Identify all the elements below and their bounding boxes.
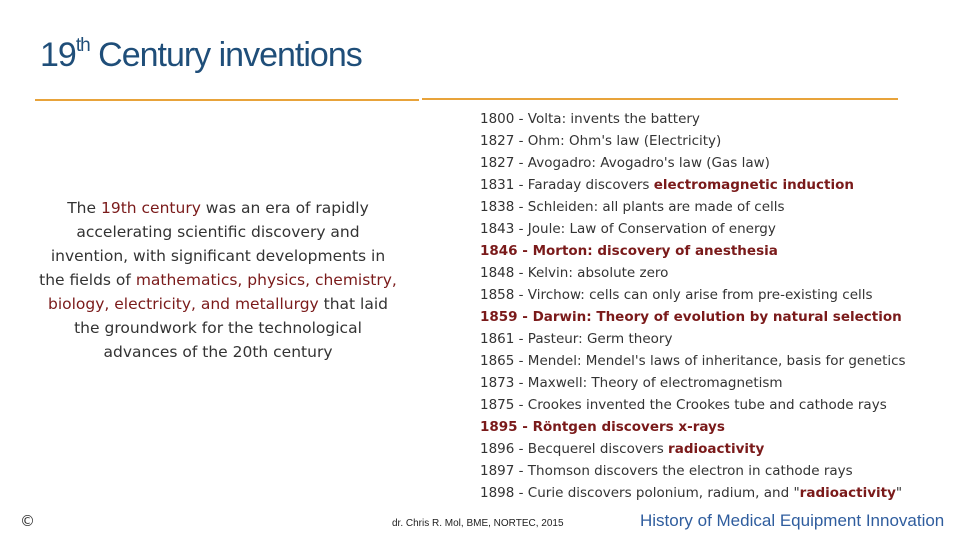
timeline-item [480, 218, 945, 240]
timeline-item-text: 1838 - Schleiden: all plants are made of cells [480, 199, 785, 215]
timeline-item-text: 1859 - Darwin: Theory of evolution by natural selection [480, 309, 902, 325]
timeline-item [480, 482, 945, 504]
timeline-item [480, 460, 945, 482]
timeline-item-text: 1861 - Pasteur: Germ theory [480, 331, 673, 347]
timeline-item-highlight: radioactivity [799, 485, 896, 501]
copyright-symbol: © [20, 512, 35, 530]
timeline-item [480, 196, 945, 218]
title-divider-left [35, 99, 419, 101]
timeline-item [480, 306, 945, 328]
timeline-item-text: 1875 - Crookes invented the Crookes tube and cathode rays [480, 397, 887, 413]
timeline-item [480, 152, 945, 174]
timeline-item [480, 262, 945, 284]
timeline-item-text: 1895 - Röntgen discovers x-rays [480, 419, 725, 435]
slide-title [40, 36, 362, 75]
timeline-item-highlight: electromagnetic induction [653, 177, 854, 193]
timeline-item [480, 328, 945, 350]
timeline-item [480, 108, 945, 130]
intro-text-1: The [67, 199, 101, 217]
intro-text-2: was an era of rapidly accelerating scientific discovery and invention, with significant developments in the fields of [39, 199, 386, 289]
timeline-item-text: 1896 - Becquerel discovers [480, 441, 669, 457]
timeline-item [480, 130, 945, 152]
timeline-item [480, 394, 945, 416]
intro-highlight-century: 19th century [100, 199, 201, 217]
timeline-item [480, 240, 945, 262]
title-superscript: th [75, 34, 90, 56]
timeline-item [480, 174, 945, 196]
timeline-item-highlight: radioactivity [668, 441, 765, 457]
intro-highlight-fields: mathematics, physics, chemistry, biology, electricity, and metallurgy [47, 271, 397, 313]
timeline-item-text: 1898 - Curie discovers polonium, radium, and " [480, 485, 800, 501]
timeline-item-suffix: " [895, 485, 903, 501]
title-number: 19 [40, 36, 76, 74]
timeline-item-text: 1827 - Ohm: Ohm's law (Electricity) [480, 133, 722, 149]
timeline-item-text: 1800 - Volta: invents the battery [480, 111, 700, 127]
timeline-item-text: 1827 - Avogadro: Avogadro's law (Gas law) [480, 155, 770, 171]
timeline-item-text: 1831 - Faraday discovers [480, 177, 654, 193]
timeline-item [480, 372, 945, 394]
timeline-item [480, 350, 945, 372]
timeline-item [480, 438, 945, 460]
timeline-item [480, 416, 945, 438]
timeline-item [480, 284, 945, 306]
footer-presentation-title: History of Medical Equipment Innovation [640, 511, 945, 530]
title-text: Century inventions [89, 36, 362, 74]
intro-paragraph [38, 196, 398, 364]
timeline-item-text: 1873 - Maxwell: Theory of electromagnetism [480, 375, 783, 391]
timeline-item-text: 1865 - Mendel: Mendel's laws of inheritance, basis for genetics [480, 353, 906, 369]
footer-author: dr. Chris R. Mol, BME, NORTEC, 2015 [392, 518, 564, 529]
inventions-timeline [480, 108, 945, 504]
intro-text-3: that laid the groundwork for the technological advances of the 20th century [74, 295, 388, 361]
timeline-item-text: 1846 - Morton: discovery of anesthesia [480, 243, 778, 259]
timeline-item-text: 1897 - Thomson discovers the electron in cathode rays [480, 463, 853, 479]
title-divider-right [422, 98, 898, 100]
timeline-item-text: 1848 - Kelvin: absolute zero [480, 265, 669, 281]
timeline-item-text: 1843 - Joule: Law of Conservation of energy [480, 221, 776, 237]
timeline-item-text: 1858 - Virchow: cells can only arise from pre-existing cells [480, 287, 873, 303]
